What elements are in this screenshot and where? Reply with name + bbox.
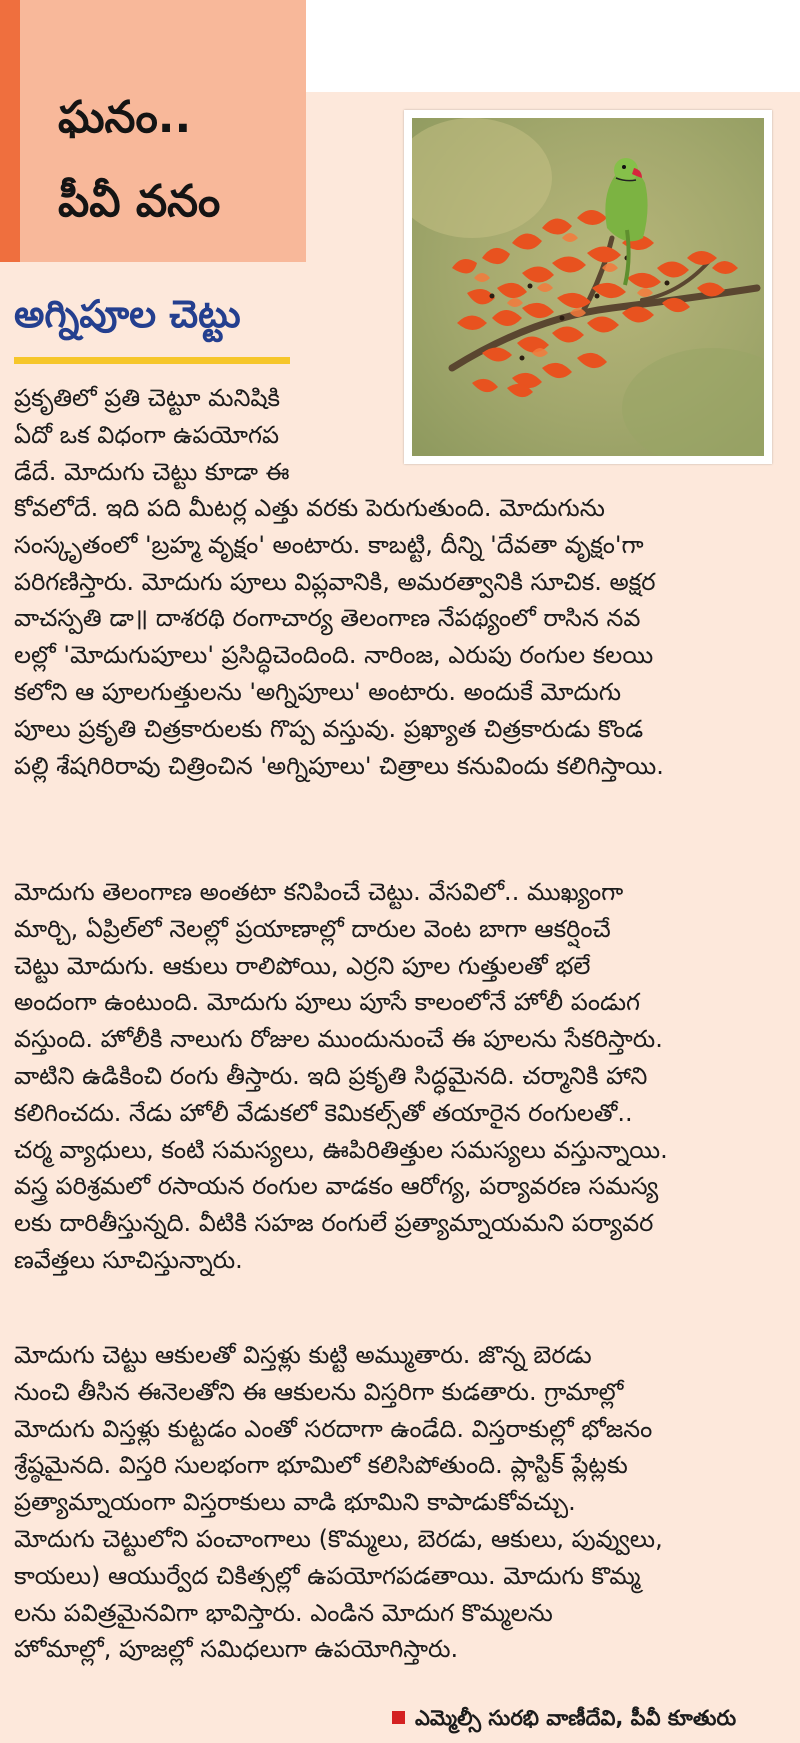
paragraph-line: ణవేత్తలు సూచిస్తున్నారు. [14,1245,243,1274]
paragraph-line: నుంచి తీసిన ఈనెలతోని ఈ ఆకులను విస్తరిగా కుడతారు. గ్రామాల్లో [14,1377,624,1406]
headline-accent-stripe [0,0,20,262]
byline-bullet-icon [392,1711,405,1724]
headline-line-1: ఘనం.. [58,92,192,143]
parrot-on-palash-flowers-image [404,110,772,464]
paragraph-line: పల్లి శేషగిరిరావు చిత్రించిన 'అగ్నిపూలు' చిత్రాలు కనువిందు కలిగిస్తాయి. [14,751,664,780]
section-subheading: అగ్నిపూల చెట్టు [14,292,241,336]
paragraph-line: మోదుగు చెట్టు ఆకులతో విస్తళ్లు కుట్టి అమ్ముతారు. జొన్న బెరడు [14,1341,592,1369]
header-white-band [306,0,800,92]
paragraph-line: ఏదో ఒక విధంగా ఉపయోగప [14,420,280,449]
paragraph-line: అందంగా ఉంటుంది. మోదుగు పూలు పూసే కాలంలోనే హోలీ పండుగ [14,988,641,1017]
paragraph-line: సంస్కృతంలో 'బ్రహ్మ వృక్షం' అంటారు. కాబట్టి, దీన్ని 'దేవతా వృక్షం'గా [14,530,644,559]
author-byline [392,1706,736,1736]
paragraph-line: లను పవిత్రమైనవిగా భావిస్తారు. ఎండిన మోదుగ కొమ్మలను [14,1598,553,1627]
paragraph-line: వాటిని ఉడికించి రంగు తీస్తారు. ఇది ప్రకృతి సిద్ధమైనది. చర్మానికి హాని [14,1061,648,1090]
article-paragraph-1-narrow [14,380,289,490]
headline-line-2: పీవీ వనం [58,176,221,227]
paragraph-line: వస్త్ర పరిశ్రమలో రసాయన రంగుల వాడకం ఆరోగ్య, పర్యావరణ సమస్య [14,1172,659,1201]
paragraph-line: వాచస్పతి డా॥ దాశరథి రంగాచార్య తెలంగాణ నేపథ్యంలో రాసిన నవ [14,604,641,633]
paragraph-line: మోదుగు విస్తళ్లు కుట్టడం ఎంతో సరదాగా ఉండేది. విస్తరాకుల్లో భోజనం [14,1414,653,1443]
paragraph-line: లకు దారితీస్తున్నది. వీటికి సహజ రంగులే ప్రత్యామ్నాయమని పర్యావర [14,1209,654,1238]
paragraph-line: కోవలోదే. ఇది పది మీటర్ల ఎత్తు వరకు పెరుగుతుంది. మోదుగును [14,494,605,522]
paragraph-line: మార్చి, ఏప్రిల్‌లో నెలల్లో ప్రయాణాల్లో దారుల వెంట బాగా ఆకర్షించే [14,914,611,943]
paragraph-line: హోమాల్లో, పూజల్లో సమిధలుగా ఉపయోగిస్తారు. [14,1635,459,1664]
byline-text: ఎమ్మెల్సీ సురభి వాణీదేవి, పీవీ కూతురు [415,1706,737,1730]
paragraph-line: పూలు ప్రకృతి చిత్రకారులకు గొప్ప వస్తువు. ప్రఖ్యాత చిత్రకారుడు కొండ [14,714,644,743]
paragraph-line: కాయలు) ఆయుర్వేద చికిత్సల్లో ఉపయోగపడతాయి. మోదుగు కొమ్మ [14,1561,641,1590]
subheading-underline [14,357,290,364]
paragraph-line: డేదే. మోదుగు చెట్టు కూడా ఈ [14,457,290,486]
paragraph-line: ప్రకృతిలో ప్రతి చెట్టూ మనిషికి [14,384,281,412]
paragraph-line: ప్రత్యామ్నాయంగా విస్తరాకులు వాడి భూమిని కాపాడుకోవచ్చు. [14,1488,576,1517]
paragraph-line: మోదుగు తెలంగాణ అంతటా కనిపించే చెట్టు. వేసవిలో.. ముఖ్యంగా [14,878,624,906]
headline-box [0,0,306,262]
article-paragraph-1 [14,490,664,784]
paragraph-line: పరిగణిస్తారు. మోదుగు పూలు విప్లవానికి, అమరత్వానికి సూచిక. అక్షర [14,567,656,596]
paragraph-line: చర్మ వ్యాధులు, కంటి సమస్యలు, ఊపిరితిత్తుల సమస్యలు వస్తున్నాయి. [14,1135,668,1164]
paragraph-line: శ్రేష్ఠమైనది. విస్తరి సులభంగా భూమిలో కలిసిపోతుంది. ప్లాస్టిక్ ప్లేట్లకు [14,1451,628,1480]
paragraph-line: లల్లో 'మోదుగుపూలు' ప్రసిద్ధిచెందింది. నారింజ, ఎరుపు రంగుల కలయి [14,641,654,670]
paragraph-line: కలోని ఆ పూలగుత్తులను 'అగ్నిపూలు' అంటారు. అందుకే మోదుగు [14,677,622,706]
paragraph-line: మోదుగు చెట్టులోని పంచాంగాలు (కొమ్మలు, బెరడు, ఆకులు, పువ్వులు, [14,1524,663,1553]
article-paragraph-2 [14,874,668,1279]
article-paragraph-3 [14,1337,663,1668]
paragraph-line: కలిగించదు. నేడు హోలీ వేడుకలో కెమికల్స్‌తో తయారైన రంగులతో.. [14,1098,633,1127]
paragraph-line: చెట్టు మోదుగు. ఆకులు రాలిపోయి, ఎర్రని పూల గుత్తులతో భలే [14,951,591,980]
photo-illustration [412,118,764,456]
paragraph-line: వస్తుంది. హోలీకి నాలుగు రోజుల ముందునుంచే ఈ పూలను సేకరిస్తారు. [14,1025,663,1054]
